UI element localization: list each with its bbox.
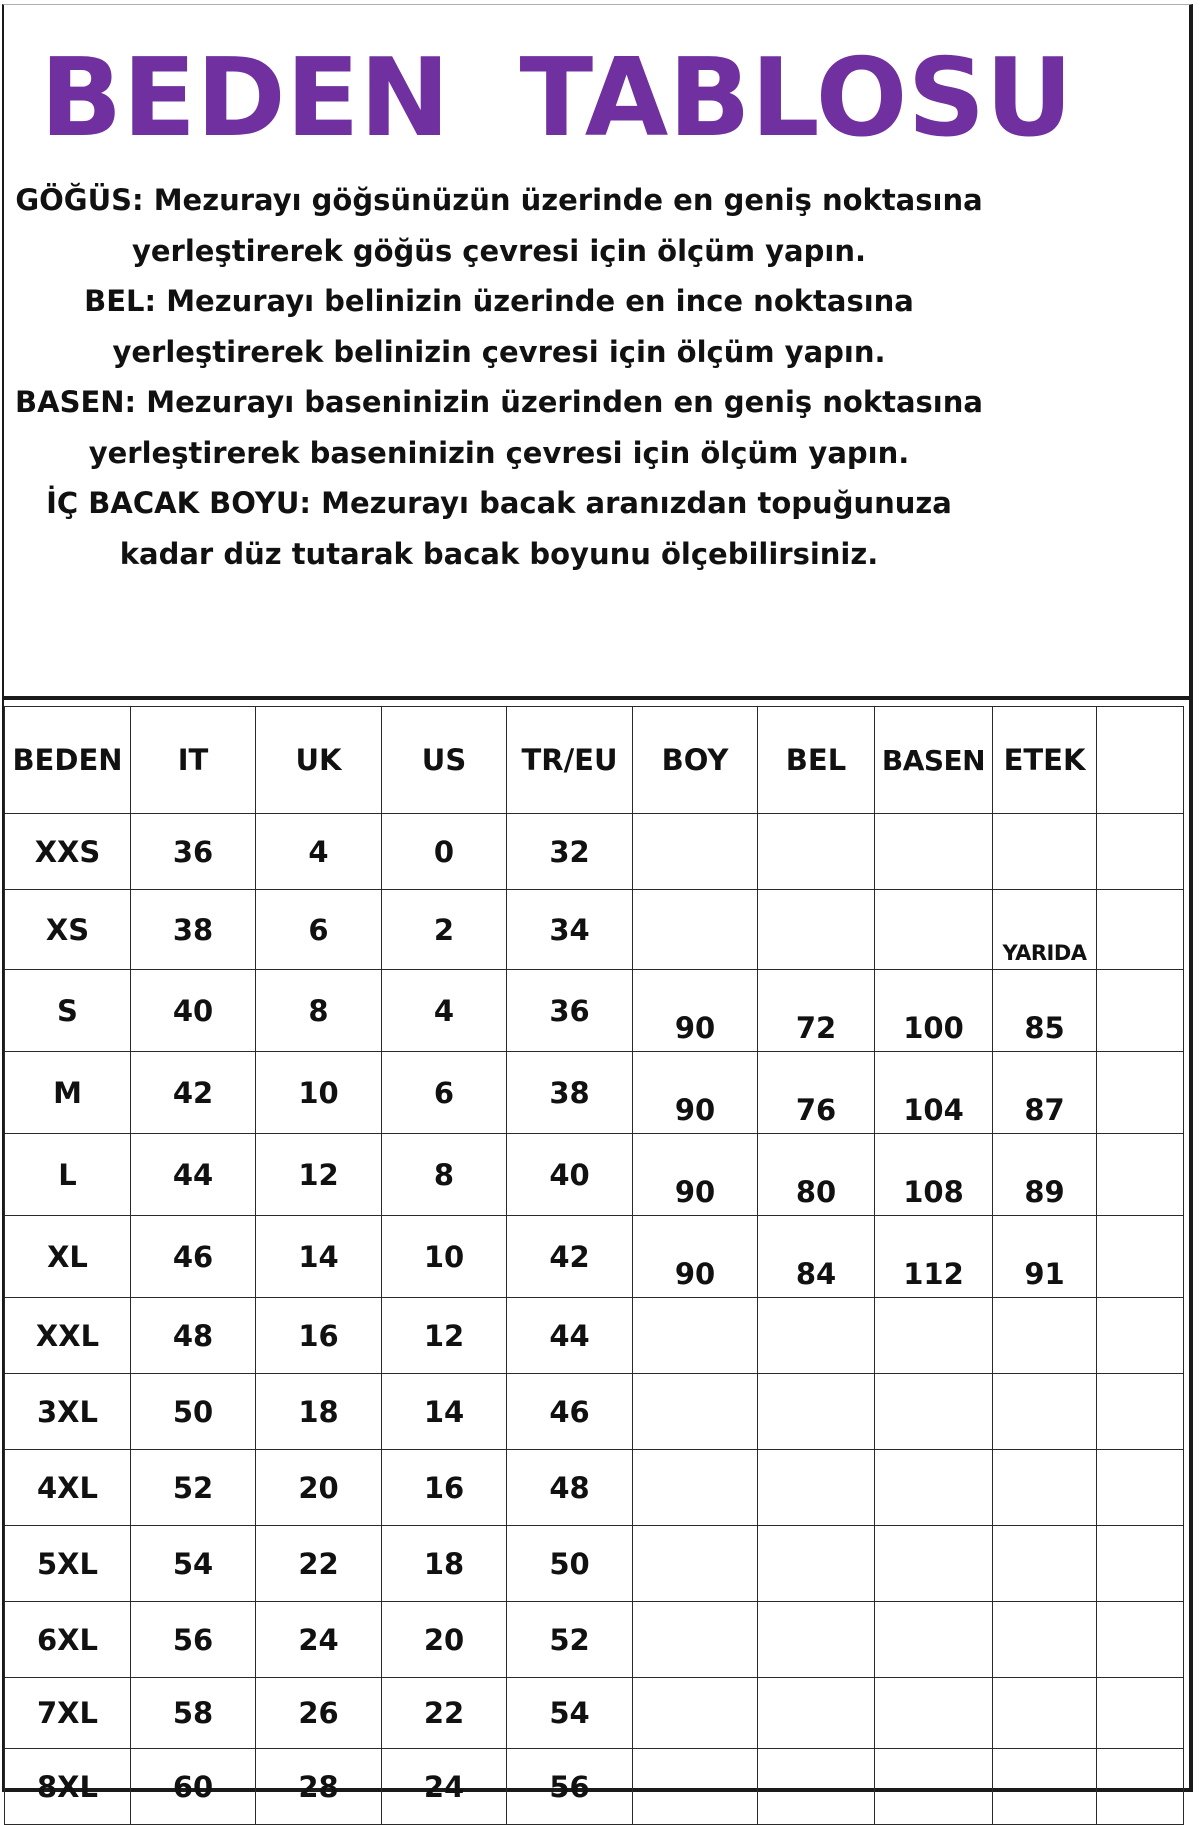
cell-etek [993,1602,1097,1678]
instruction-line-waist: BEL: Mezurayı belinizin üzerinde en ince noktasına [84,284,914,318]
cell-beden: L [5,1134,131,1216]
cell-bel [758,1749,875,1825]
cell-it: 36 [131,814,256,890]
cell-uk: 24 [256,1602,382,1678]
cell-uk: 26 [256,1678,382,1749]
header-uk: UK [256,707,382,814]
instruction-line-waist-cont: yerleştirerek belinizin çevresi için ölçüm yapın. [112,334,886,369]
cell-beden: 7XL [5,1678,131,1749]
cell-tr-eu: 46 [507,1374,633,1450]
cell-tr-eu: 54 [507,1678,633,1749]
cell-us: 24 [382,1749,507,1825]
cell-uk: 14 [256,1216,382,1298]
cell-basen [875,1450,993,1526]
cell-uk: 16 [256,1298,382,1374]
instruction-line-inseam-cont: kadar düz tutarak bacak boyunu ölçebilirsiniz. [119,536,879,571]
cell-boy [633,814,758,890]
cell-beden: M [5,1052,131,1134]
header-it: IT [131,707,256,814]
table-row [5,890,1184,970]
cell-blank [1097,1134,1184,1216]
cell-uk: 6 [256,890,382,970]
cell-blank [1097,890,1184,970]
cell-bel [758,1678,875,1749]
cell-us: 18 [382,1526,507,1602]
table-row [5,1749,1184,1825]
cell-basen [875,1602,993,1678]
cell-us: 6 [382,1052,507,1134]
size-chart-sheet [2,4,1193,1804]
cell-boy [633,1526,758,1602]
cell-tr-eu: 34 [507,890,633,970]
cell-us: 10 [382,1216,507,1298]
table-row [5,814,1184,890]
cell-blank [1097,1374,1184,1450]
table-top-divider [4,696,1190,700]
header-beden: BEDEN [5,707,131,814]
cell-basen: 108 [875,1134,993,1216]
cell-etek [993,1374,1097,1450]
size-rows [5,814,1184,1825]
cell-etek [993,814,1097,890]
cell-boy: 90 [633,1134,758,1216]
cell-basen: 112 [875,1216,993,1298]
cell-basen [875,1526,993,1602]
cell-etek [993,1678,1097,1749]
table-row [5,1216,1184,1298]
cell-tr-eu: 44 [507,1298,633,1374]
cell-etek: YARIDA [993,890,1097,970]
header-us: US [382,707,507,814]
header-boy: BOY [633,707,758,814]
cell-bel [758,1526,875,1602]
instruction-line-hip-cont: yerleştirerek baseninizin çevresi için ölçüm yapın. [88,435,910,470]
cell-etek: 87 [993,1052,1097,1134]
cell-us: 22 [382,1678,507,1749]
cell-bel: 76 [758,1052,875,1134]
cell-boy [633,1749,758,1825]
cell-uk: 10 [256,1052,382,1134]
cell-etek: 89 [993,1134,1097,1216]
table-row [5,1678,1184,1749]
cell-us: 20 [382,1602,507,1678]
cell-uk: 22 [256,1526,382,1602]
cell-beden: XS [5,890,131,970]
cell-bel [758,890,875,970]
measurement-instructions [4,175,994,579]
cell-bel [758,814,875,890]
cell-it: 60 [131,1749,256,1825]
cell-it: 40 [131,970,256,1052]
cell-basen: 104 [875,1052,993,1134]
table-row [5,1374,1184,1450]
cell-tr-eu: 48 [507,1450,633,1526]
cell-bel: 72 [758,970,875,1052]
cell-blank [1097,814,1184,890]
cell-tr-eu: 42 [507,1216,633,1298]
cell-tr-eu: 52 [507,1602,633,1678]
cell-blank [1097,1749,1184,1825]
cell-it: 58 [131,1678,256,1749]
cell-blank [1097,1450,1184,1526]
cell-us: 0 [382,814,507,890]
cell-etek: 85 [993,970,1097,1052]
cell-it: 44 [131,1134,256,1216]
cell-blank [1097,1216,1184,1298]
cell-it: 38 [131,890,256,970]
cell-basen [875,1678,993,1749]
cell-beden: 4XL [5,1450,131,1526]
cell-boy [633,1602,758,1678]
cell-it: 56 [131,1602,256,1678]
cell-boy: 90 [633,970,758,1052]
cell-beden: 3XL [5,1374,131,1450]
cell-boy [633,1678,758,1749]
cell-beden: XL [5,1216,131,1298]
cell-blank [1097,1298,1184,1374]
cell-us: 16 [382,1450,507,1526]
cell-uk: 8 [256,970,382,1052]
instruction-line-chest-cont: yerleştirerek göğüs çevresi için ölçüm yapın. [131,233,866,268]
cell-blank [1097,970,1184,1052]
cell-basen [875,814,993,890]
cell-boy: 90 [633,1052,758,1134]
cell-bel [758,1298,875,1374]
cell-beden: XXS [5,814,131,890]
cell-bel [758,1602,875,1678]
cell-blank [1097,1052,1184,1134]
size-table [4,706,1184,1825]
cell-etek: 91 [993,1216,1097,1298]
cell-us: 8 [382,1134,507,1216]
cell-it: 50 [131,1374,256,1450]
cell-us: 2 [382,890,507,970]
cell-tr-eu: 38 [507,1052,633,1134]
cell-basen [875,1749,993,1825]
cell-boy [633,1450,758,1526]
instruction-line-hip: BASEN: Mezurayı baseninizin üzerinden en geniş noktasına [15,385,983,419]
instruction-line-chest: GÖĞÜS: Mezurayı göğsünüzün üzerinde en geniş noktasına [15,183,983,217]
table-row [5,970,1184,1052]
cell-uk: 28 [256,1749,382,1825]
table-row [5,1602,1184,1678]
cell-beden: XXL [5,1298,131,1374]
cell-blank [1097,1602,1184,1678]
cell-basen: 100 [875,970,993,1052]
cell-etek [993,1526,1097,1602]
cell-uk: 4 [256,814,382,890]
cell-tr-eu: 36 [507,970,633,1052]
cell-blank [1097,1526,1184,1602]
cell-uk: 18 [256,1374,382,1450]
header-blank [1097,707,1184,814]
header-tr-eu: TR/EU [507,707,633,814]
cell-boy [633,1374,758,1450]
table-row [5,1450,1184,1526]
cell-basen [875,1374,993,1450]
table-row [5,1134,1184,1216]
cell-basen [875,1298,993,1374]
cell-tr-eu: 32 [507,814,633,890]
cell-us: 14 [382,1374,507,1450]
cell-bel: 80 [758,1134,875,1216]
cell-it: 52 [131,1450,256,1526]
cell-tr-eu: 50 [507,1526,633,1602]
cell-uk: 12 [256,1134,382,1216]
table-row [5,1052,1184,1134]
cell-boy [633,890,758,970]
table-header-row [5,707,1184,814]
cell-it: 42 [131,1052,256,1134]
cell-us: 12 [382,1298,507,1374]
cell-tr-eu: 56 [507,1749,633,1825]
cell-beden: S [5,970,131,1052]
cell-it: 48 [131,1298,256,1374]
cell-boy [633,1298,758,1374]
cell-us: 4 [382,970,507,1052]
page-title: BEDEN TABLOSU [40,36,1073,161]
cell-etek [993,1298,1097,1374]
cell-it: 46 [131,1216,256,1298]
cell-bel [758,1450,875,1526]
cell-it: 54 [131,1526,256,1602]
cell-uk: 20 [256,1450,382,1526]
cell-bel: 84 [758,1216,875,1298]
cell-blank [1097,1678,1184,1749]
header-etek: ETEK [993,707,1097,814]
cell-etek [993,1749,1097,1825]
cell-boy: 90 [633,1216,758,1298]
cell-basen [875,890,993,970]
cell-beden: 8XL [5,1749,131,1825]
cell-bel [758,1374,875,1450]
instruction-line-inseam: İÇ BACAK BOYU: Mezurayı bacak aranızdan topuğunuza [46,486,952,520]
table-row [5,1298,1184,1374]
header-bel: BEL [758,707,875,814]
cell-tr-eu: 40 [507,1134,633,1216]
header-basen: BASEN [875,707,993,814]
cell-beden: 5XL [5,1526,131,1602]
table-row [5,1526,1184,1602]
cell-etek [993,1450,1097,1526]
cell-beden: 6XL [5,1602,131,1678]
